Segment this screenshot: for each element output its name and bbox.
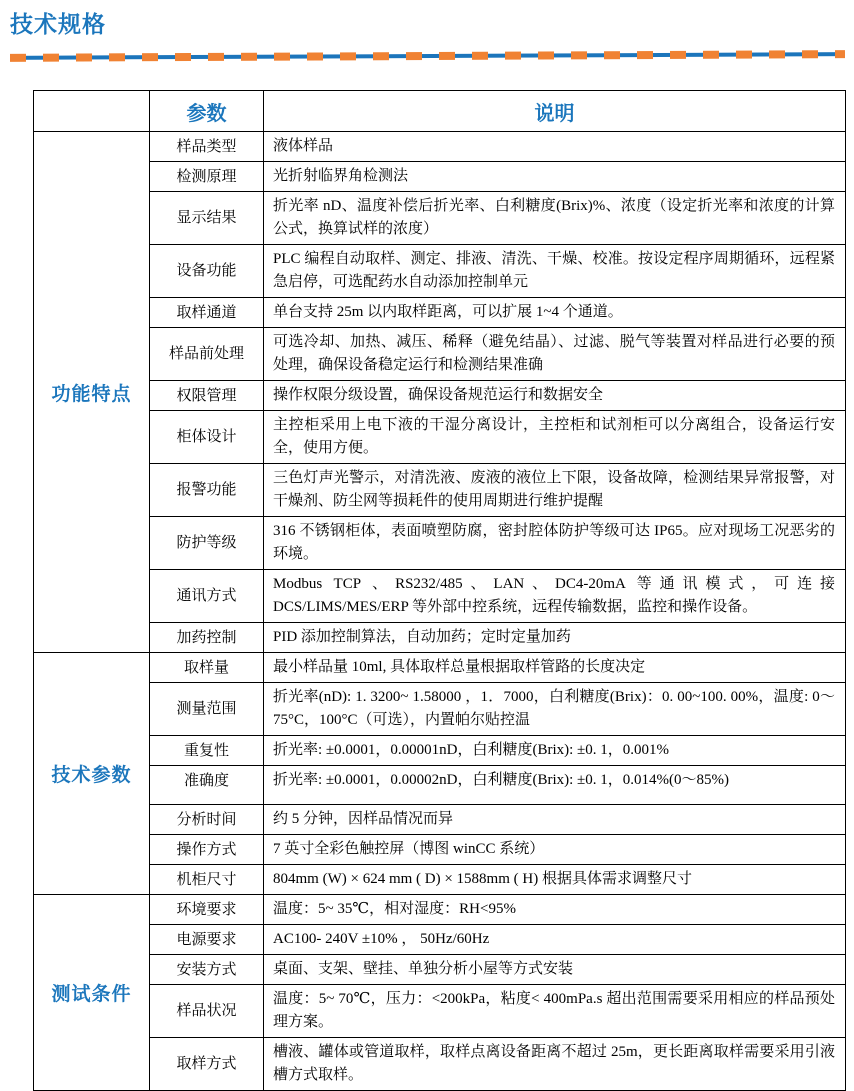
category-cell-parameters: 技术参数 <box>34 653 150 895</box>
param-cell: 权限管理 <box>150 381 264 411</box>
table-row <box>34 865 846 895</box>
table-row <box>34 132 846 162</box>
table-row <box>34 517 846 570</box>
param-cell: 柜体设计 <box>150 411 264 464</box>
param-cell: 取样方式 <box>150 1038 264 1091</box>
desc-cell: 约 5 分钟，因样品情况而异 <box>264 805 846 835</box>
table-row <box>34 805 846 835</box>
param-header-cell: 参数 <box>150 91 264 132</box>
table-row <box>34 298 846 328</box>
table-row <box>34 683 846 736</box>
desc-cell: 可选冷却、加热、减压、稀释（避免结晶）、过滤、脱气等装置对样品进行必要的预处理，确保设备稳定运行和检测结果准确 <box>264 328 846 381</box>
param-cell: 重复性 <box>150 736 264 766</box>
table-row <box>34 192 846 245</box>
table-row <box>34 411 846 464</box>
category-cell-features: 功能特点 <box>34 132 150 653</box>
table-row <box>34 736 846 766</box>
param-cell: 通讯方式 <box>150 570 264 623</box>
desc-cell: 槽液、罐体或管道取样，取样点离设备距离不超过 25m，更长距离取样需要采用引液槽方式取样。 <box>264 1038 846 1091</box>
desc-cell: 单台支持 25m 以内取样距离，可以扩展 1~4 个通道。 <box>264 298 846 328</box>
desc-cell: 折光率: ±0.0001，0.00001nD，白利糖度(Brix): ±0. 1，0.001% <box>264 736 846 766</box>
param-cell: 样品前处理 <box>150 328 264 381</box>
desc-cell: PLC 编程自动取样、测定、排液、清洗、干燥、校准。按设定程序周期循环，远程紧急启停，可选配药水自动添加控制单元 <box>264 245 846 298</box>
desc-cell: 液体样品 <box>264 132 846 162</box>
table-row <box>34 623 846 653</box>
table-row <box>34 1038 846 1091</box>
param-cell: 机柜尺寸 <box>150 865 264 895</box>
desc-cell: 最小样品量 10ml, 具体取样总量根据取样管路的长度决定 <box>264 653 846 683</box>
desc-cell: 折光率 nD、温度补偿后折光率、白利糖度(Brix)%、浓度（设定折光率和浓度的计算公式，换算试样的浓度） <box>264 192 846 245</box>
table-header-row <box>34 91 846 132</box>
table-row <box>34 245 846 298</box>
table-row <box>34 985 846 1038</box>
desc-cell: 操作权限分级设置，确保设备规范运行和数据安全 <box>264 381 846 411</box>
param-cell: 样品状况 <box>150 985 264 1038</box>
table-row <box>34 162 846 192</box>
table-row <box>34 570 846 623</box>
desc-cell: 桌面、支架、壁挂、单独分析小屋等方式安装 <box>264 955 846 985</box>
desc-cell: 主控柜采用上电下液的干湿分离设计，主控柜和试剂柜可以分离组合，设备运行安全，使用方便。 <box>264 411 846 464</box>
table-row <box>34 925 846 955</box>
param-cell: 取样通道 <box>150 298 264 328</box>
param-cell: 分析时间 <box>150 805 264 835</box>
param-cell: 加药控制 <box>150 623 264 653</box>
desc-cell: PID 添加控制算法，自动加药；定时定量加药 <box>264 623 846 653</box>
table-row <box>34 835 846 865</box>
desc-cell: 316 不锈钢柜体，表面喷塑防腐，密封腔体防护等级可达 IP65。应对现场工况恶劣的环境。 <box>264 517 846 570</box>
desc-cell: 光折射临界角检测法 <box>264 162 846 192</box>
desc-cell: AC100- 240V ±10% ， 50Hz/60Hz <box>264 925 846 955</box>
param-cell: 操作方式 <box>150 835 264 865</box>
table-row <box>34 895 846 925</box>
table-row <box>34 766 846 805</box>
section-divider-dashed-line <box>10 50 845 62</box>
desc-cell: 折光率: ±0.0001，0.00002nD，白利糖度(Brix): ±0. 1，0.014%(0～85%) <box>264 766 846 805</box>
table-row <box>34 653 846 683</box>
desc-cell: Modbus TCP 、RS232/485、LAN、DC4-20mA 等通讯模式，可连接 DCS/LIMS/MES/ERP 等外部中控系统，远程传输数据，监控和操作设备。 <box>264 570 846 623</box>
desc-header-cell: 说明 <box>264 91 846 132</box>
param-cell: 样品类型 <box>150 132 264 162</box>
desc-cell: 804mm (W) × 624 mm ( D) × 1588mm ( H) 根据具体需求调整尺寸 <box>264 865 846 895</box>
param-cell: 报警功能 <box>150 464 264 517</box>
param-cell: 取样量 <box>150 653 264 683</box>
desc-cell: 折光率(nD): 1. 3200~ 1.58000 ，1．7000，白利糖度(Brix)：0. 00~100. 00%，温度: 0～75°C，100°C（可选），内置帕尔贴控温 <box>264 683 846 736</box>
param-cell: 显示结果 <box>150 192 264 245</box>
table-row <box>34 955 846 985</box>
param-cell: 准确度 <box>150 766 264 805</box>
desc-cell: 7 英寸全彩色触控屏（博图 winCC 系统） <box>264 835 846 865</box>
param-cell: 防护等级 <box>150 517 264 570</box>
desc-cell: 温度：5~ 70℃，压力：<200kPa，粘度< 400mPa.s 超出范围需要采用相应的样品预处理方案。 <box>264 985 846 1038</box>
param-cell: 电源要求 <box>150 925 264 955</box>
desc-cell: 温度：5~ 35℃，相对湿度：RH<95% <box>264 895 846 925</box>
corner-cell <box>34 91 150 132</box>
param-cell: 检测原理 <box>150 162 264 192</box>
spec-table <box>33 90 846 1091</box>
param-cell: 环境要求 <box>150 895 264 925</box>
param-cell: 设备功能 <box>150 245 264 298</box>
table-row <box>34 464 846 517</box>
page-title: 技术规格 <box>10 11 106 37</box>
table-row <box>34 381 846 411</box>
table-row <box>34 328 846 381</box>
param-cell: 测量范围 <box>150 683 264 736</box>
param-cell: 安装方式 <box>150 955 264 985</box>
category-cell-conditions: 测试条件 <box>34 895 150 1091</box>
desc-cell: 三色灯声光警示，对清洗液、废液的液位上下限，设备故障，检测结果异常报警，对干燥剂、防尘网等损耗件的使用周期进行维护提醒 <box>264 464 846 517</box>
